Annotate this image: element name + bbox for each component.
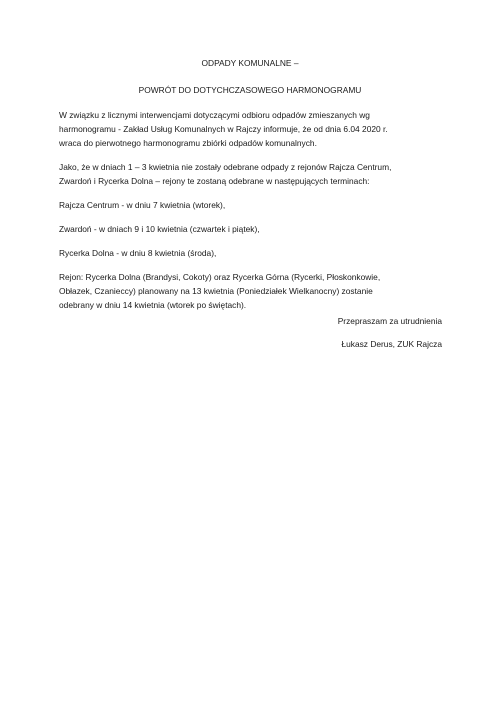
- schedule-item-text: Zwardoń - w dniach 9 i 10 kwietnia (czwartek i piątek),: [59, 224, 260, 234]
- schedule-paragraph-line: Zwardoń i Rycerka Dolna – rejony te zostaną odebrane w następujących terminach:: [59, 176, 370, 186]
- region-paragraph-line: Obłazek, Czanieccy) planowany na 13 kwietnia (Poniedziałek Wielkanocny) zostanie: [59, 286, 373, 296]
- intro-paragraph-line: harmonogramu - Zakład Usług Komunalnych w Rajczy informuje, że od dnia 6.04 2020 r.: [59, 124, 388, 134]
- schedule-item-text: Rycerka Dolna - w dniu 8 kwietnia (środa),: [59, 248, 217, 258]
- schedule-paragraph-line: Jako, że w dniach 1 – 3 kwietnia nie zostały odebrane odpady z rejonów Rajcza Centrum,: [59, 162, 392, 172]
- region-paragraph-line: odebrany w dniu 14 kwietnia (wtorek po świętach).: [59, 300, 247, 310]
- schedule-item-text: Rajcza Centrum - w dniu 7 kwietnia (wtorek),: [59, 200, 226, 210]
- region-paragraph-line: Rejon: Rycerka Dolna (Brandysi, Cokoty) oraz Rycerka Górna (Rycerki, Płoskonkowie,: [59, 272, 381, 282]
- region-paragraph: [59, 270, 449, 312]
- intro-paragraph-line: W związku z licznymi interwencjami dotyczącymi odbioru odpadów zmieszanych wg: [59, 110, 370, 120]
- signature: Łukasz Derus, ZUK Rajcza: [341, 339, 442, 349]
- schedule-paragraph: [59, 160, 449, 188]
- schedule-item-zwardon: [59, 222, 449, 236]
- schedule-item-rycerka-dolna: [59, 246, 449, 260]
- intro-paragraph: [59, 108, 449, 150]
- schedule-item-rajcza: [59, 198, 449, 212]
- intro-paragraph-line: wraca do pierwotnego harmonogramu zbiórki odpadów komunalnych.: [59, 138, 317, 148]
- document-title-line-2: POWRÓT DO DOTYCHCZASOWEGO HARMONOGRAMU: [138, 85, 362, 95]
- closing-apology: Przepraszam za utrudnienia: [337, 316, 442, 326]
- document-title-line-1: ODPADY KOMUNALNE –: [201, 58, 299, 68]
